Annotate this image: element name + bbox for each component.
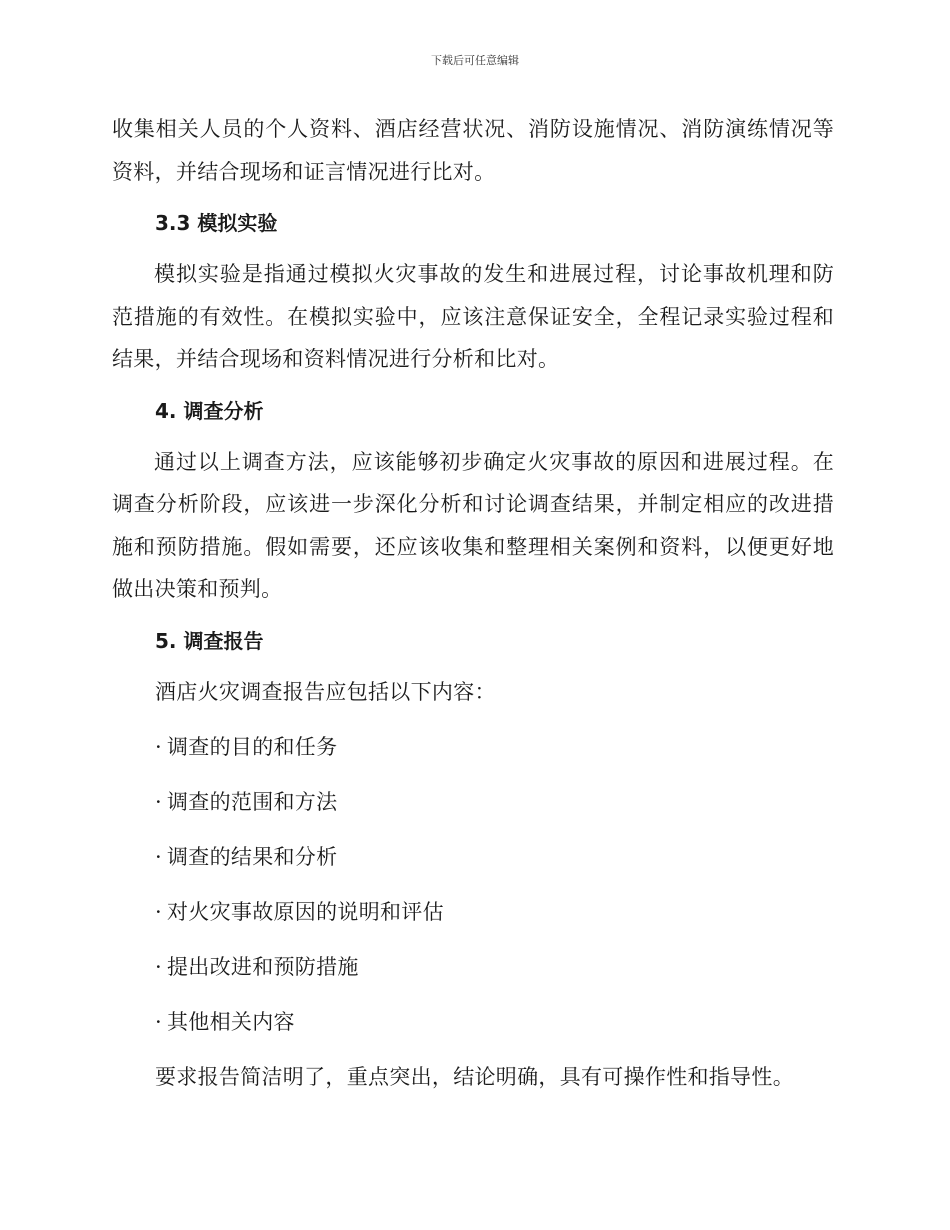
- list-item-text: 其他相关内容: [167, 1009, 295, 1034]
- section-heading-4: 4. 调查分析: [155, 398, 264, 423]
- document-body: [112, 108, 834, 1111]
- page-header: 下载后可任意编辑: [431, 54, 519, 67]
- section-5-closing: 要求报告简洁明了，重点突出，结论明确，具有可操作性和指导性。: [155, 1064, 794, 1089]
- list-item: [155, 1001, 834, 1043]
- section-3-3-paragraph: 模拟实验是指通过模拟火灾事故的发生和进展过程，讨论事故机理和防范措施的有效性。在模拟实验中，应该注意保证安全，全程记录实验过程和结果，并结合现场和资料情况进行分析和比对。: [112, 262, 834, 371]
- bullet-icon: ·: [155, 899, 162, 924]
- list-item: [155, 726, 834, 768]
- list-item: [155, 946, 834, 988]
- list-item-text: 调查的目的和任务: [167, 734, 338, 759]
- section-heading-5: 5. 调查报告: [155, 628, 264, 653]
- list-item: [155, 891, 834, 933]
- section-5-lead: 酒店火灾调查报告应包括以下内容：: [155, 679, 496, 704]
- list-item-text: 对火灾事故原因的说明和评估: [167, 899, 444, 924]
- list-item: [155, 836, 834, 878]
- bullet-icon: ·: [155, 789, 162, 814]
- report-contents-list: [112, 726, 834, 1043]
- list-item-text: 调查的结果和分析: [167, 844, 338, 869]
- bullet-icon: ·: [155, 1009, 162, 1034]
- bullet-icon: ·: [155, 734, 162, 759]
- bullet-icon: ·: [155, 844, 162, 869]
- list-item: [155, 781, 834, 823]
- intro-paragraph: 收集相关人员的个人资料、酒店经营状况、消防设施情况、消防演练情况等资料，并结合现场和证言情况进行比对。: [112, 117, 834, 184]
- list-item-text: 提出改进和预防措施: [167, 954, 359, 979]
- list-item-text: 调查的范围和方法: [167, 789, 338, 814]
- section-heading-3-3: 3.3 模拟实验: [155, 211, 278, 235]
- bullet-icon: ·: [155, 954, 162, 979]
- section-4-paragraph: 通过以上调查方法，应该能够初步确定火灾事故的原因和进展过程。在调查分析阶段，应该进一步深化分析和讨论调查结果，并制定相应的改进措施和预防措施。假如需要，还应该收集和整理相关案例和资料，以便更好地做出决策和预判。: [112, 449, 834, 601]
